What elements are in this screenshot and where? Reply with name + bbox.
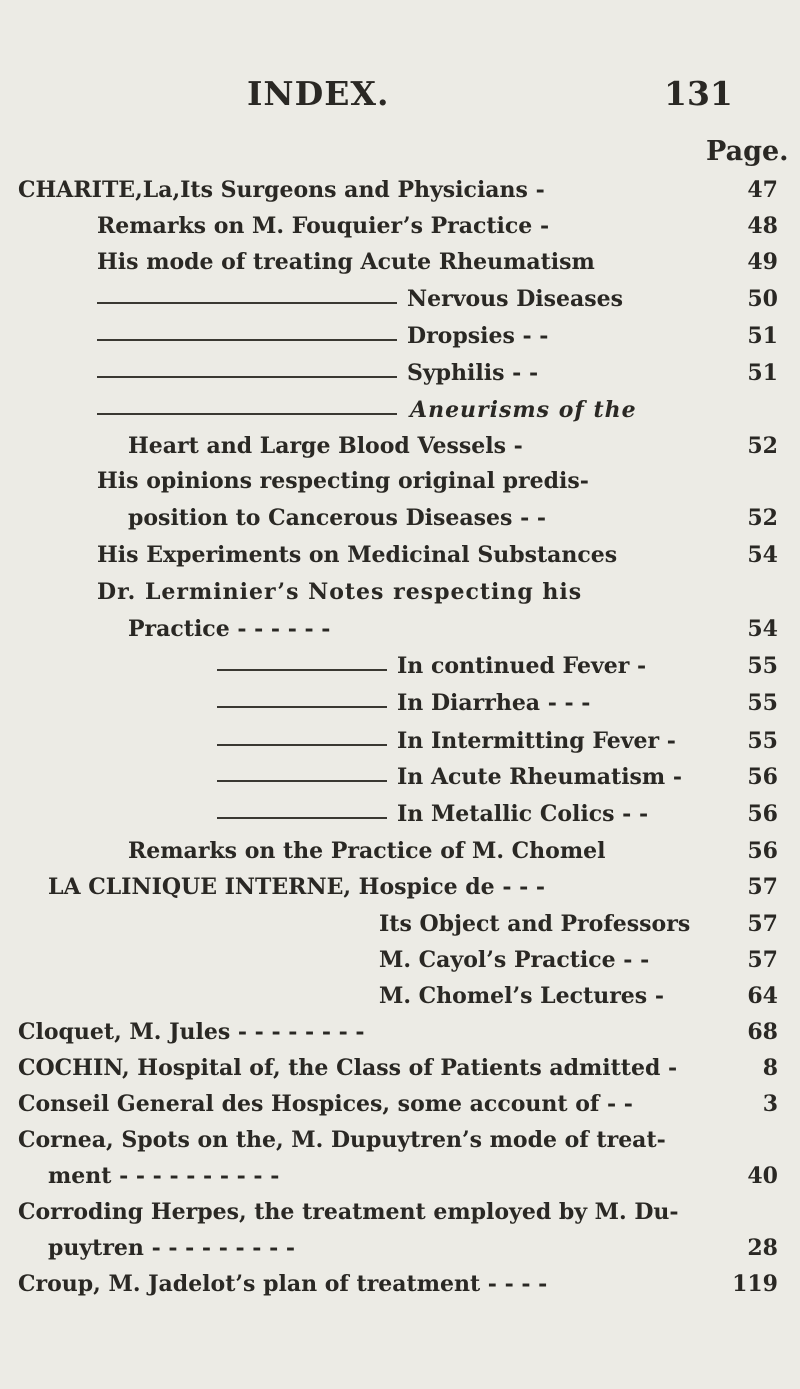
entry-text: Remarks on the Practice of M. Chomel [128, 838, 606, 864]
ditto-rule [217, 706, 387, 708]
entry-text: In Acute Rheumatism - [397, 764, 683, 790]
entry-page: 55 [747, 653, 778, 679]
ditto-rule [97, 376, 397, 378]
entry-text: His opinions respecting original predis- [97, 468, 589, 494]
entry-page: 50 [747, 286, 778, 312]
entry-text: ment - - - - - - - - - - [48, 1163, 280, 1189]
entry-text: Its Object and Professors [379, 911, 691, 937]
entry-page: 3 [762, 1091, 778, 1117]
index-entry [0, 360, 800, 400]
entry-page: 56 [747, 764, 778, 790]
page-header-title: INDEX. [247, 74, 390, 113]
index-entry [0, 911, 800, 951]
index-entry [0, 983, 800, 1023]
entry-page: 55 [747, 690, 778, 716]
index-entry [0, 690, 800, 730]
index-entry [0, 433, 800, 473]
ditto-rule [217, 744, 387, 746]
index-entry [0, 653, 800, 693]
index-entry [0, 838, 800, 878]
entry-page: 28 [747, 1235, 778, 1261]
entry-text: CHARITE,La,Its Surgeons and Physicians - [18, 177, 545, 203]
entry-text: Dr. Lerminier’s Notes respecting his [97, 579, 583, 605]
entry-text: Conseil General des Hospices, some account of - - [18, 1091, 633, 1117]
entry-page: 57 [747, 874, 778, 900]
index-entry [0, 249, 800, 289]
entry-page: 68 [747, 1019, 778, 1045]
entry-page: 52 [747, 433, 778, 459]
entry-page: 52 [747, 505, 778, 531]
entry-text: Corroding Herpes, the treatment employed by M. Du- [18, 1199, 679, 1225]
page-column-label: Page. [706, 136, 789, 167]
entry-text: Croup, M. Jadelot’s plan of treatment - - - - [18, 1271, 548, 1297]
entry-text: Syphilis - - [407, 360, 539, 386]
index-entry [0, 213, 800, 253]
entry-text: Cornea, Spots on the, M. Dupuytren’s mode of treat- [18, 1127, 666, 1153]
index-entry [0, 579, 800, 619]
entry-page: 51 [747, 360, 778, 386]
entry-text: In Diarrhea - - - [397, 690, 591, 716]
index-entry [0, 764, 800, 804]
entry-text: His mode of treating Acute Rheumatism [97, 249, 595, 275]
entry-page: 47 [747, 177, 778, 203]
entry-page: 56 [747, 801, 778, 827]
index-entry [0, 1199, 800, 1239]
index-entry [0, 468, 800, 508]
entry-page: 54 [747, 542, 778, 568]
entry-page: 54 [747, 616, 778, 642]
entry-text: puytren - - - - - - - - - [48, 1235, 296, 1261]
index-entry [0, 728, 800, 768]
index-entry [0, 1055, 800, 1095]
ditto-rule [97, 302, 397, 304]
entry-text: In Intermitting Fever - [397, 728, 676, 754]
index-entry [0, 616, 800, 656]
ditto-rule [97, 413, 397, 415]
entry-text: Cloquet, M. Jules - - - - - - - - [18, 1019, 365, 1045]
entry-page: 57 [747, 947, 778, 973]
entry-text: Heart and Large Blood Vessels - [128, 433, 523, 459]
entry-text: Dropsies - - [407, 323, 549, 349]
entry-page: 56 [747, 838, 778, 864]
entry-text: In continued Fever - [397, 653, 647, 679]
entry-text: M. Cayol’s Practice - - [379, 947, 650, 973]
entry-page: 119 [732, 1271, 778, 1297]
ditto-rule [217, 817, 387, 819]
index-entry [0, 323, 800, 363]
ditto-rule [217, 780, 387, 782]
entry-page: 40 [747, 1163, 778, 1189]
index-entry [0, 947, 800, 987]
ditto-rule [97, 339, 397, 341]
page-header-number: 131 [664, 74, 733, 113]
index-entry [0, 286, 800, 326]
entry-page: 48 [747, 213, 778, 239]
index-entry [0, 397, 800, 437]
index-entry [0, 505, 800, 545]
entry-page: 8 [762, 1055, 778, 1081]
index-entry [0, 542, 800, 582]
index-entry [0, 1163, 800, 1203]
entry-text: Practice - - - - - - [128, 616, 331, 642]
entry-text: LA CLINIQUE INTERNE, Hospice de - - - [48, 874, 546, 900]
entry-text: COCHIN, Hospital of, the Class of Patients admitted - [18, 1055, 678, 1081]
ditto-rule [217, 669, 387, 671]
entry-page: 55 [747, 728, 778, 754]
entry-page: 49 [747, 249, 778, 275]
index-entry [0, 801, 800, 841]
entry-page: 64 [747, 983, 778, 1009]
index-entry [0, 1127, 800, 1167]
entry-text: His Experiments on Medicinal Substances [97, 542, 618, 568]
index-entry [0, 1019, 800, 1059]
index-entry [0, 1271, 800, 1311]
entry-text: position to Cancerous Diseases - - [128, 505, 547, 531]
index-entry [0, 1091, 800, 1131]
entry-text: Nervous Diseases [407, 286, 624, 312]
index-entry [0, 874, 800, 914]
entry-text: In Metallic Colics - - [397, 801, 649, 827]
entry-page: 51 [747, 323, 778, 349]
index-entry [0, 1235, 800, 1275]
entry-text: Remarks on M. Fouquier’s Practice - [97, 213, 550, 239]
entry-text: M. Chomel’s Lectures - [379, 983, 664, 1009]
index-entry [0, 177, 800, 217]
entry-page: 57 [747, 911, 778, 937]
entry-text: Aneurisms of the [410, 397, 637, 423]
